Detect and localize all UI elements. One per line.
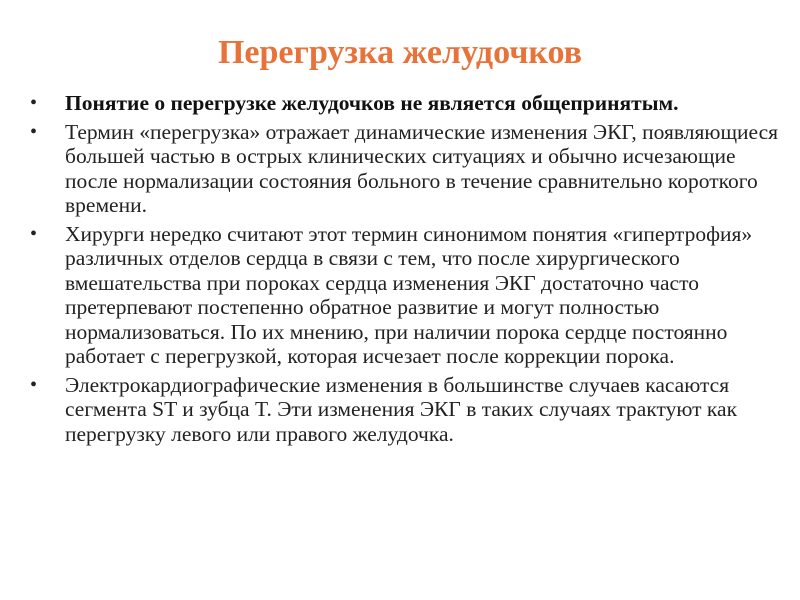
bullet-text: Понятие о перегрузке желудочков не является общепринятым. [65,91,679,115]
bullet-item [30,91,782,116]
bullet-list [30,91,782,450]
bullet-text: Электрокардиографические изменения в большинстве случаев касаются сегмента ST и зубца T. Эти изменения ЭКГ в таких случаях трактуют как перегрузку левого или правого желудочка. [65,372,738,446]
bullet-text: Термин «перегрузка» отражает динамические изменения ЭКГ, появляющиеся большей частью в острых клинических ситуациях и обычно исчезающие после нормализации состояния больного в течение сравнительно короткого времени. [65,119,779,217]
bullet-item [30,120,782,218]
bullet-marker: • [30,120,38,143]
bullet-text: Хирурги нередко считают этот термин синонимом понятия «гипертрофия» различных отделов сердца в связи с тем, что после хирургического вмешательства при пороках сердца изменения ЭКГ достаточно часто претерпевают постепенно обратное развитие и могут полностью нормализоваться. По их мнению, при наличии порока сердце постоянно работает с перегрузкой, которая исчезает после коррекции порока. [65,221,753,368]
bullet-item [30,222,782,369]
slide-title: Перегрузка желудочков [217,34,583,71]
bullet-item [30,373,782,447]
bullet-marker: • [30,373,38,396]
bullet-marker: • [30,222,38,245]
bullet-marker: • [30,92,38,114]
